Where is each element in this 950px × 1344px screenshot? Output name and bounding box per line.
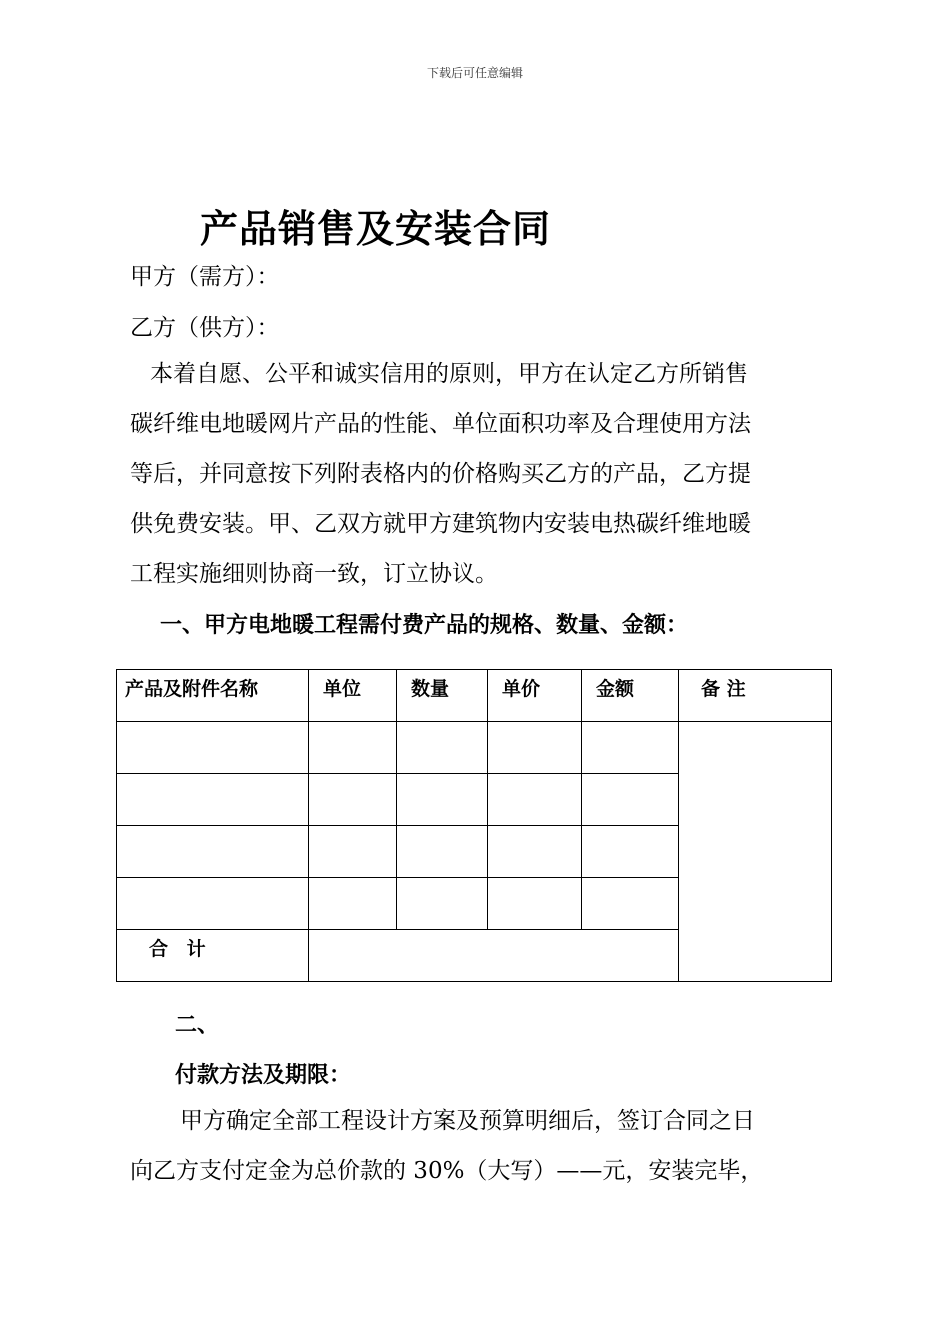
section-1-heading: 一、甲方电地暖工程需付费产品的规格、数量、金额： xyxy=(160,613,689,638)
table-row xyxy=(117,722,832,774)
payment-line: 甲方确定全部工程设计方案及预算明细后，签订合同之日 xyxy=(180,1108,755,1134)
table-cell xyxy=(117,774,309,826)
intro-line: 工程实施细则协商一致，订立协议。 xyxy=(130,561,498,587)
header-cell-name: 产品及附件名称 xyxy=(117,670,309,722)
intro-paragraph xyxy=(130,349,830,599)
payment-line: 向乙方支付定金为总价款的 30%（大写）——元，安装完毕， xyxy=(130,1158,764,1184)
table-cell xyxy=(582,826,679,878)
table-cell xyxy=(309,774,397,826)
table-cell xyxy=(309,826,397,878)
table-cell xyxy=(488,774,582,826)
remarks-cell xyxy=(679,722,832,982)
table-cell xyxy=(582,878,679,930)
intro-line: 供免费安装。甲、乙双方就甲方建筑物内安装电热碳纤维地暖 xyxy=(130,511,751,537)
header-cell-quantity: 数量 xyxy=(397,670,488,722)
table-cell xyxy=(117,722,309,774)
page-header-note: 下载后可任意编辑 xyxy=(426,66,523,80)
party-a-label: 甲方（需方）： xyxy=(130,264,280,290)
table-cell xyxy=(397,878,488,930)
intro-line: 碳纤维电地暖网片产品的性能、单位面积功率及合理使用方法 xyxy=(130,411,751,437)
intro-line: 等后，并同意按下列附表格内的价格购买乙方的产品，乙方提 xyxy=(130,461,751,487)
section-2-number: 二、 xyxy=(175,1013,220,1038)
table-cell xyxy=(309,878,397,930)
table-cell xyxy=(117,826,309,878)
table-cell xyxy=(397,826,488,878)
header-cell-amount: 金额 xyxy=(582,670,679,722)
table-cell xyxy=(488,878,582,930)
table-cell xyxy=(397,722,488,774)
table-cell xyxy=(488,722,582,774)
table-cell xyxy=(582,722,679,774)
section-2-heading: 付款方法及期限： xyxy=(175,1063,352,1088)
document-title: 产品销售及安装合同 xyxy=(200,206,552,251)
product-spec-table xyxy=(116,669,832,982)
table-header-row xyxy=(117,670,832,722)
header-cell-remarks: 备 注 xyxy=(679,670,832,722)
header-cell-unit: 单位 xyxy=(309,670,397,722)
table-cell xyxy=(309,722,397,774)
party-b-label: 乙方（供方）： xyxy=(130,315,280,341)
table-cell xyxy=(117,878,309,930)
intro-line: 本着自愿、公平和诚实信用的原则，甲方在认定乙方所销售 xyxy=(150,361,748,387)
table-cell xyxy=(397,774,488,826)
header-cell-unit-price: 单价 xyxy=(488,670,582,722)
total-label-cell: 合 计 xyxy=(117,930,309,982)
total-value-cell xyxy=(309,930,679,982)
table-cell xyxy=(582,774,679,826)
payment-paragraph xyxy=(130,1096,830,1196)
table-cell xyxy=(488,826,582,878)
